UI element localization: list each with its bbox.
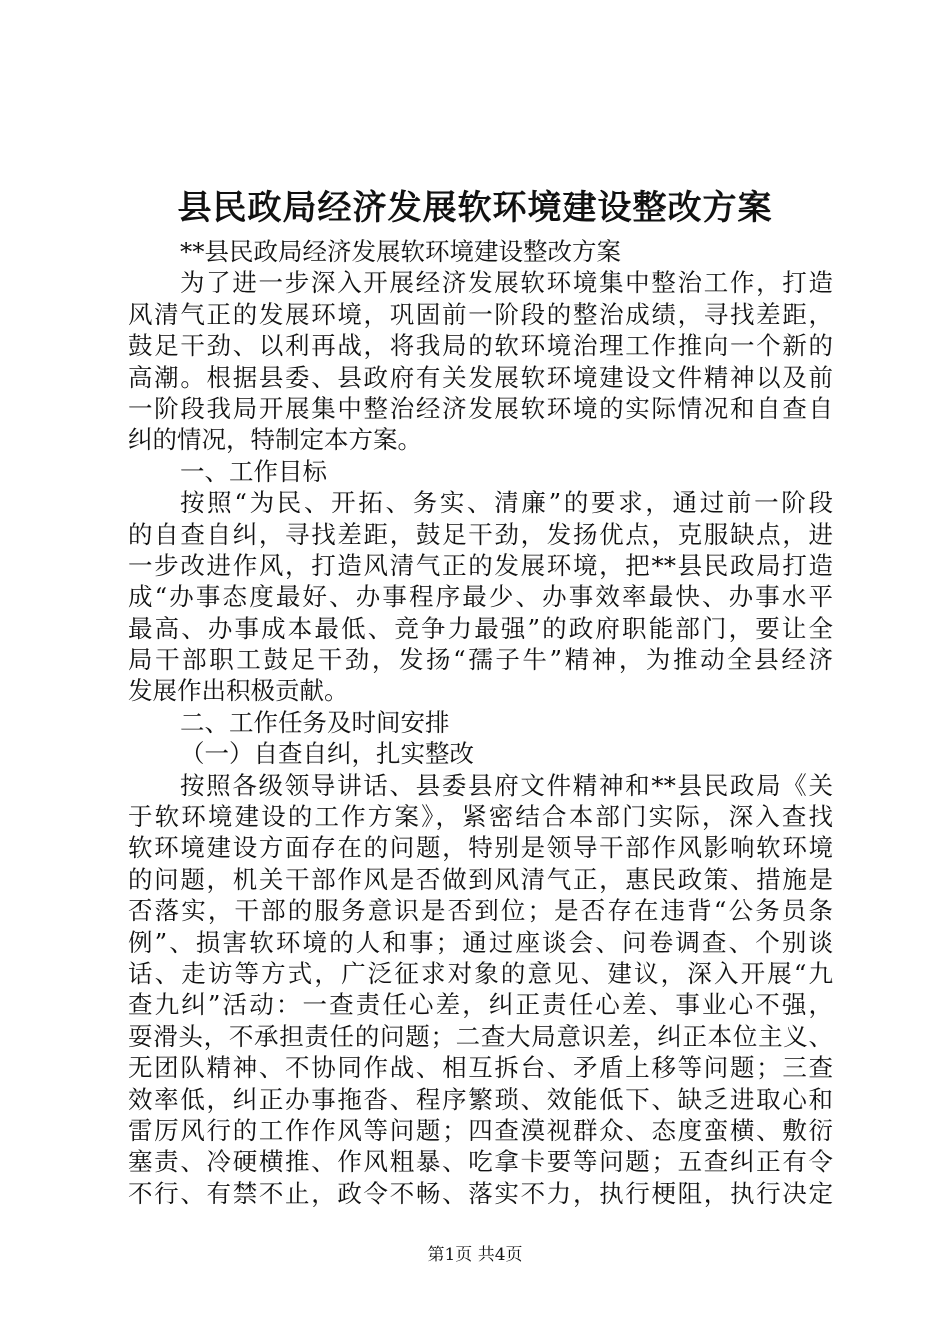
text-line: （一）自查自纠，扎实整改	[180, 739, 474, 769]
text-line: 的问题，机关干部作风是否做到风清气正，惠民政策、措施是	[128, 864, 833, 894]
text-line: 局干部职工鼓足干劲，发扬“孺子牛”精神，为推动全县经济	[128, 645, 833, 675]
text-line: 否落实，干部的服务意识是否到位；是否存在违背“公务员条	[128, 896, 833, 926]
text-line: 高潮。根据县委、县政府有关发展软环境建设文件精神以及前	[128, 362, 833, 392]
text-line: 纠的情况，特制定本方案。	[128, 425, 422, 455]
text-line: 耍滑头，不承担责任的问题；二查大局意识差，纠正本位主义、	[128, 1021, 833, 1051]
text-line: **县民政局经济发展软环境建设整改方案	[180, 237, 621, 266]
text-line: 不行、有禁不止，政令不畅、落实不力，执行梗阻，执行决定	[128, 1178, 833, 1208]
text-line: 风清气正的发展环境，巩固前一阶段的整治成绩，寻找差距，	[128, 299, 833, 329]
document-body	[128, 236, 833, 1209]
text-line: 话、走访等方式，广泛征求对象的意见、建议，深入开展“九	[128, 958, 833, 988]
text-line: 一阶段我局开展集中整治经济发展软环境的实际情况和自查自	[128, 393, 833, 423]
text-line: 的自查自纠，寻找差距，鼓足干劲，发扬优点，克服缺点，进	[128, 519, 833, 549]
text-line: 查九纠”活动：一查责任心差，纠正责任心差、事业心不强，	[128, 990, 833, 1020]
text-line: 鼓足干劲、以利再战，将我局的软环境治理工作推向一个新的	[128, 331, 833, 361]
text-line: 效率低，纠正办事拖沓、程序繁琐、效能低下、缺乏进取心和	[128, 1084, 833, 1114]
text-line: 无团队精神、不协同作战、相互拆台、矛盾上移等问题；三查	[128, 1053, 833, 1083]
text-line: 于软环境建设的工作方案》，紧密结合本部门实际，深入查找	[128, 802, 833, 832]
text-line: 按照“为民、开拓、务实、清廉”的要求，通过前一阶段	[180, 488, 833, 518]
text-line: 塞责、冷硬横推、作风粗暴、吃拿卡要等问题；五查纠正有令	[128, 1147, 833, 1177]
text-line: 成“办事态度最好、办事程序最少、办事效率最快、办事水平	[128, 582, 833, 612]
document-title: 县民政局经济发展软环境建设整改方案	[177, 188, 773, 228]
text-line: 例”、损害软环境的人和事；通过座谈会、问卷调查、个别谈	[128, 927, 833, 957]
text-line: 二、工作任务及时间安排	[180, 707, 450, 737]
text-line: 按照各级领导讲话、县委县府文件精神和**县民政局《关	[180, 770, 833, 800]
page-footer: 第1页 共4页	[427, 1245, 523, 1265]
text-line: 为了进一步深入开展经济发展软环境集中整治工作，打造	[180, 268, 833, 298]
text-line: 一、工作目标	[180, 456, 327, 486]
text-line: 雷厉风行的工作作风等问题；四查漠视群众、态度蛮横、敷衍	[128, 1115, 833, 1145]
text-line: 发展作出积极贡献。	[128, 676, 349, 706]
text-line: 一步改进作风，打造风清气正的发展环境，把**县民政局打造	[128, 550, 833, 580]
text-line: 最高、办事成本最低、竞争力最强”的政府职能部门，要让全	[128, 613, 833, 643]
text-line: 软环境建设方面存在的问题，特别是领导干部作风影响软环境	[128, 833, 833, 863]
